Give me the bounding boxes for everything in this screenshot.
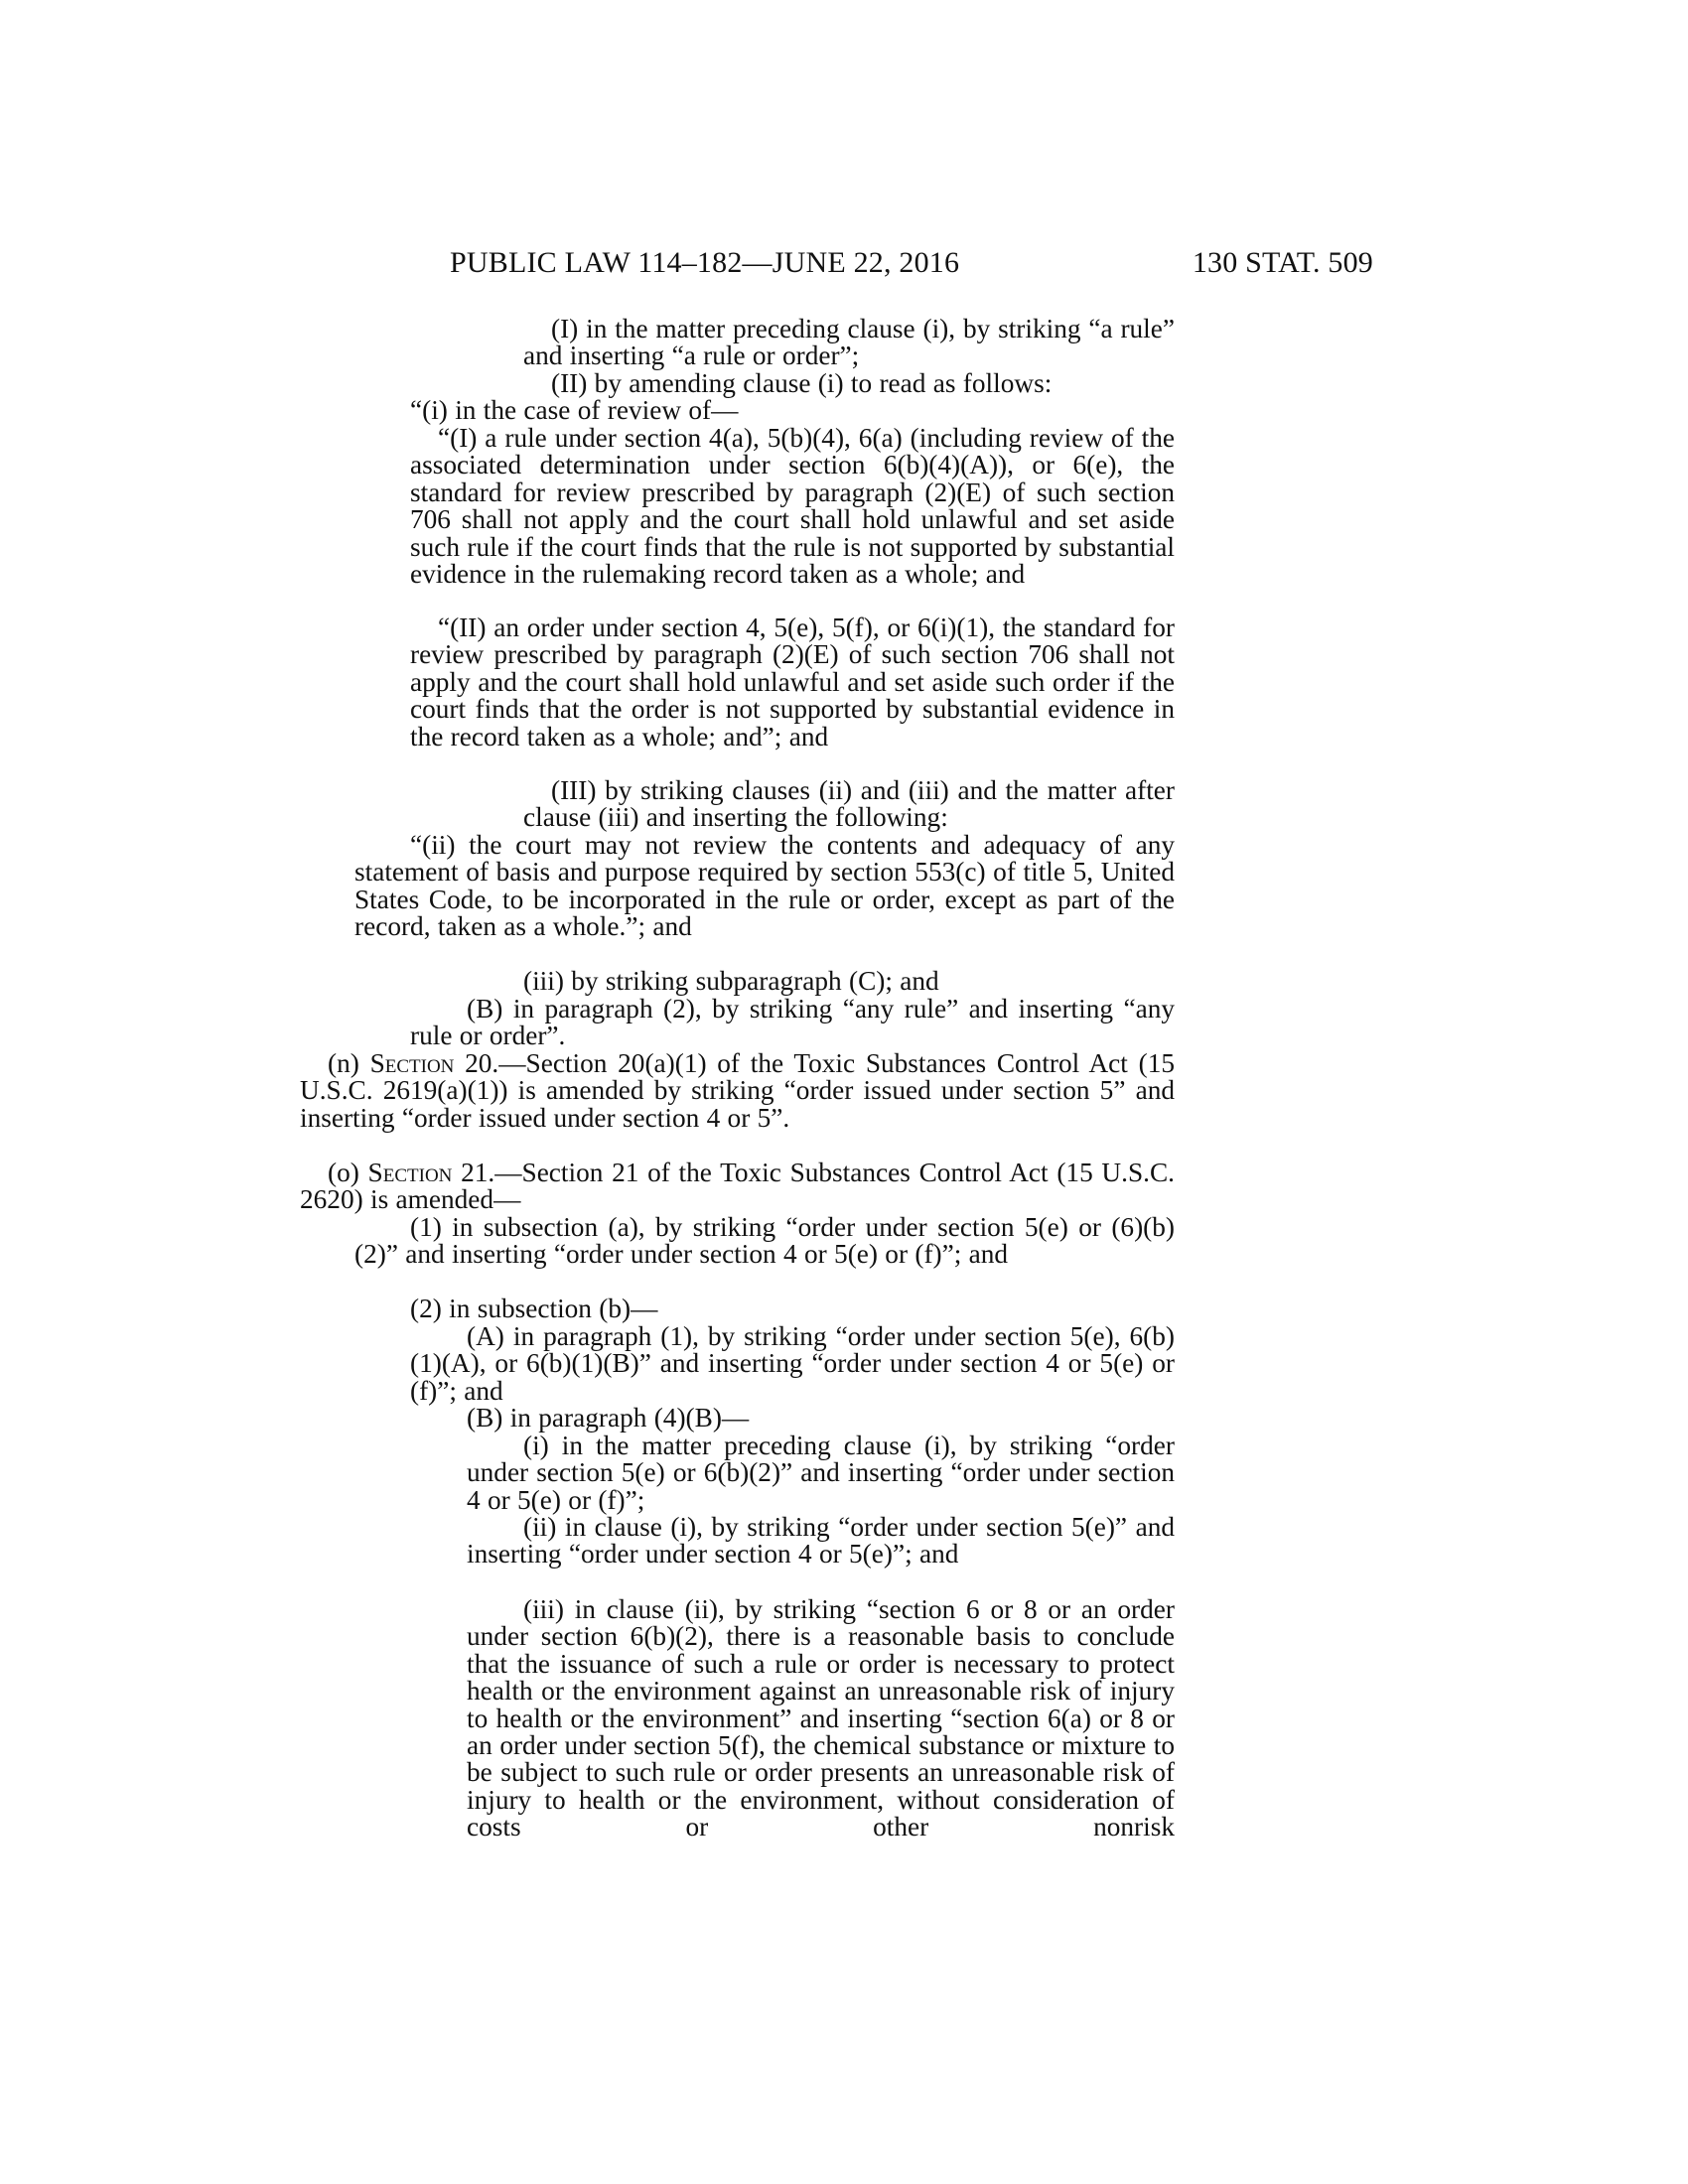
body-paragraph-11 bbox=[300, 1160, 1175, 1214]
page-header bbox=[450, 246, 1373, 286]
body-paragraph-18: (iii) in clause (ii), by striking “section 6 or 8 or an order under section 6(b)(2), there is a reasonable basis to conclude that the issuance of such a rule or order is necessary to protect health or the environment against an unreasonable risk of injury to health or the environment” and inserting “section 6(a) or 8 or an order under section 5(f), the chemical substance or mixture to be subject to such rule or order presents an unreasonable risk of injury to health or the environment, without consideration of costs or other nonrisk bbox=[467, 1594, 1175, 1843]
body-paragraph-12: (1) in subsection (a), by striking “order under section 5(e) or (6)(b)(2)” and inserting “order under section 4 or 5(e) or (f)”; and bbox=[354, 1212, 1175, 1270]
body-paragraph-8: (iii) by striking subparagraph (C); and bbox=[523, 966, 939, 996]
header-law-title: PUBLIC LAW 114–182—JUNE 22, 2016 bbox=[450, 246, 960, 279]
body-paragraph-1: (I) in the matter preceding clause (i), by striking “a rule” and inserting “a rule or order”; bbox=[523, 314, 1175, 371]
subsection-n-label: (n) bbox=[328, 1048, 370, 1078]
subsection-o-text: .—Section 21 of the Toxic Substances Control Act (15 U.S.C. 2620) is amended— bbox=[300, 1158, 1175, 1215]
body-paragraph-6: (III) by striking clauses (ii) and (iii) and the matter after clause (iii) and inserting the following: bbox=[523, 775, 1175, 833]
subsection-o-label: (o) bbox=[328, 1158, 368, 1187]
body-paragraph-14: (A) in paragraph (1), by striking “order under section 5(e), 6(b)(1)(A), or 6(b)(1)(B)” and inserting “order under section 4 or 5(e) or (f)”; and bbox=[410, 1321, 1175, 1406]
body-paragraph-3: “(i) in the case of review of— bbox=[410, 395, 739, 425]
body-paragraph-2: (II) by amending clause (i) to read as follows: bbox=[551, 368, 1053, 398]
body-paragraph-7: “(ii) the court may not review the contents and adequacy of any statement of basis and purpose required by section 553(c) of title 5, United States Code, to be incorporated in the rule or order, except as part of the record, taken as a whole.”; and bbox=[354, 830, 1175, 942]
body-paragraph-17: (ii) in clause (i), by striking “order under section 5(e)” and inserting “order under section 4 or 5(e)”; and bbox=[467, 1512, 1175, 1570]
body-paragraph-15: (B) in paragraph (4)(B)— bbox=[467, 1403, 750, 1433]
header-statute-page: 130 STAT. 509 bbox=[1192, 246, 1373, 279]
body-paragraph-5: “(II) an order under section 4, 5(e), 5(f), or 6(i)(1), the standard for review prescribed by paragraph (2)(E) of such section 706 shall not apply and the court shall hold unlawful and set aside such order if the court finds that the order is not supported by substantial evidence in the record taken as a whole; and”; and bbox=[410, 613, 1175, 751]
body-paragraph-13: (2) in subsection (b)— bbox=[410, 1294, 658, 1323]
body-paragraph-16: (i) in the matter preceding clause (i), by striking “order under section 5(e) or 6(b)(2)” and inserting “order under section 4 or 5(e) or (f)”; bbox=[467, 1431, 1175, 1515]
subsection-n-text: .—Section 20(a)(1) of the Toxic Substances Control Act (15 U.S.C. 2619(a)(1)) is amended by striking “order issued under section 5” and inserting “order issued under section 4 or 5”. bbox=[300, 1048, 1175, 1133]
subsection-n-heading: Section 20 bbox=[369, 1048, 492, 1078]
body-paragraph-4: “(I) a rule under section 4(a), 5(b)(4), 6(a) (including review of the associated determination under section 6(b)(4)(A)), or 6(e), the standard for review prescribed by paragraph (2)(E) of such section 706 shall not apply and the court shall hold unlawful and set aside such rule if the court finds that the rule is not supported by substantial evidence in the rulemaking record taken as a whole; and bbox=[410, 423, 1175, 590]
body-paragraph-10 bbox=[300, 1050, 1175, 1132]
subsection-o-heading: Section 21 bbox=[367, 1158, 489, 1187]
body-paragraph-9: (B) in paragraph (2), by striking “any rule” and inserting “any rule or order”. bbox=[410, 994, 1175, 1051]
